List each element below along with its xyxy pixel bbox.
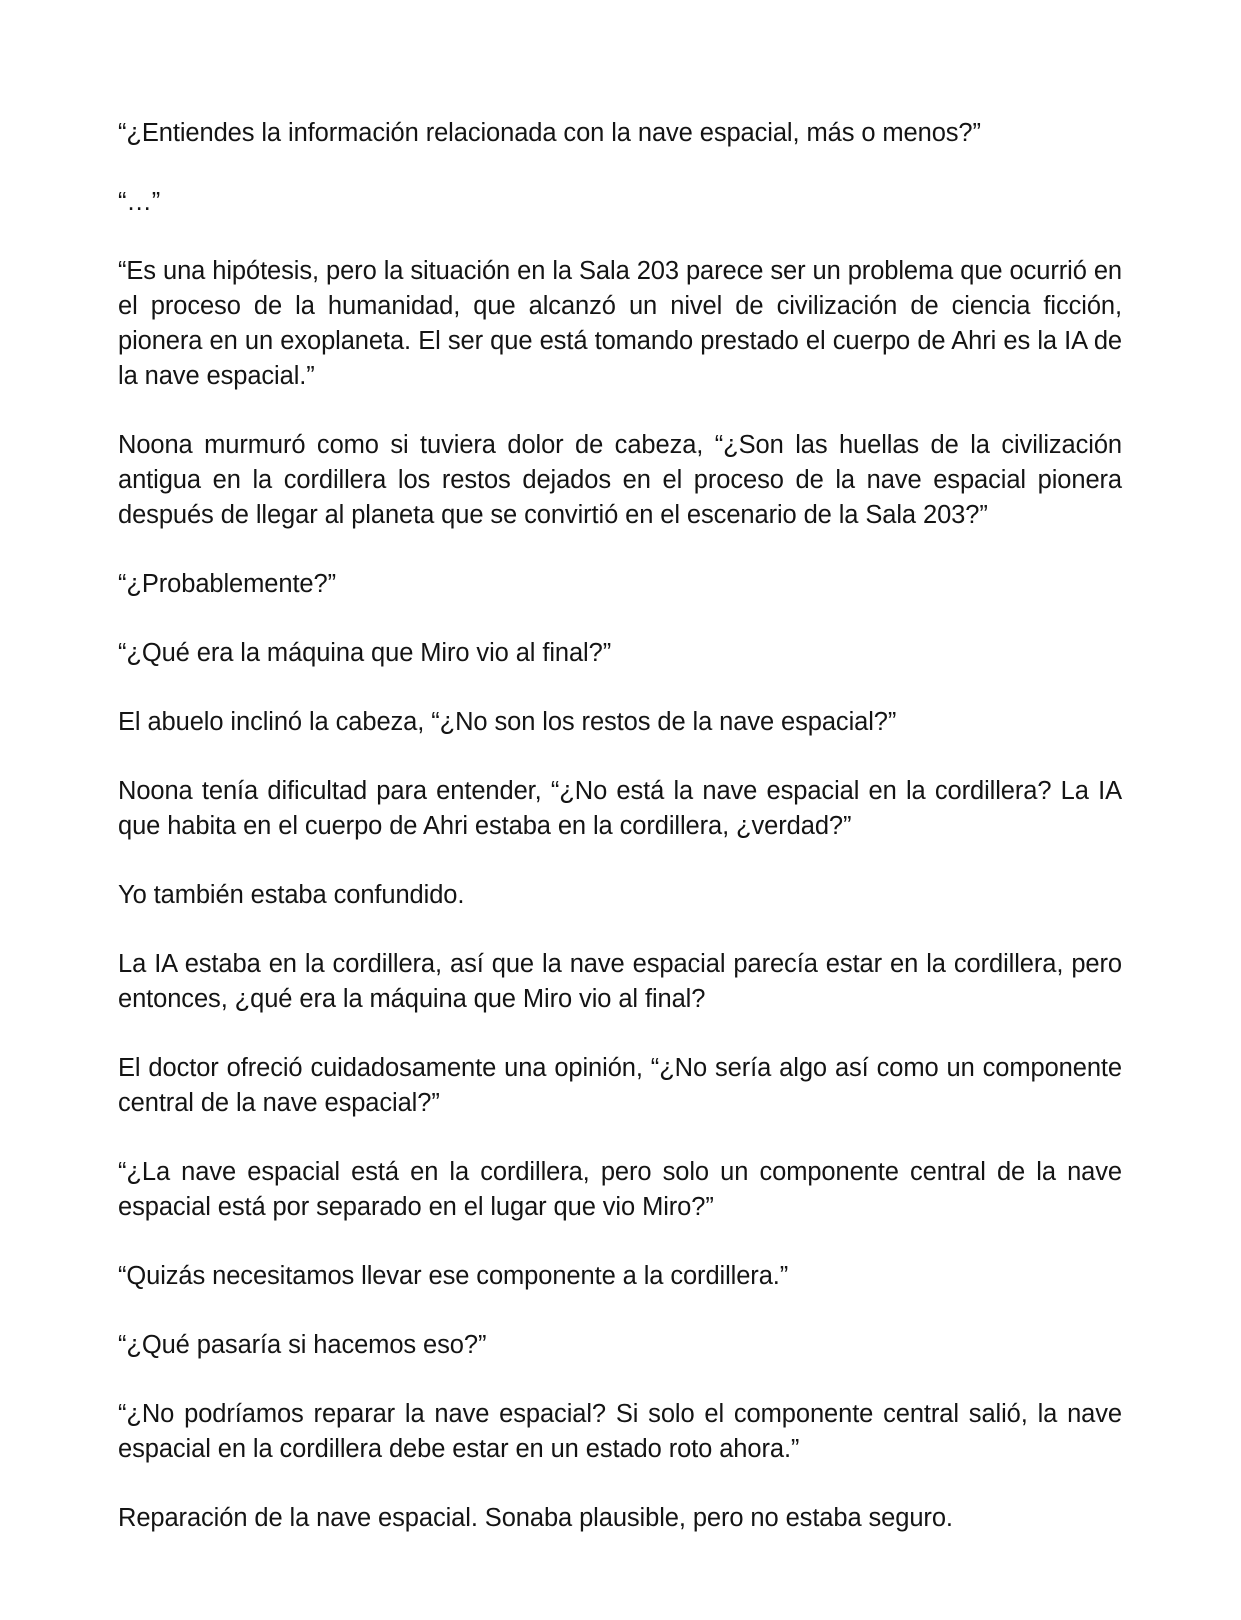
paragraph-5: “¿Probablemente?” [118,570,336,598]
paragraph-4: Noona murmuró como si tuviera dolor de cabeza, “¿Son las huellas de la civilización antigua en la cordillera los restos dejados en el proceso de la nave espacial pionera después de llegar al planeta que se convirtió en el escenario de la Sala 203?” [118,431,1122,529]
paragraph-15: “¿No podríamos reparar la nave espacial? Si solo el componente central salió, la nave espacial en la cordillera debe estar en un estado roto ahora.” [118,1400,1122,1463]
paragraph-7: El abuelo inclinó la cabeza, “¿No son los restos de la nave espacial?” [118,708,897,736]
paragraph-8: Noona tenía dificultad para entender, “¿No está la nave espacial en la cordillera? La IA que habita en el cuerpo de Ahri estaba en la cordillera, ¿verdad?” [118,777,1122,840]
paragraph-1: “¿Entiendes la información relacionada con la nave espacial, más o menos?” [118,119,981,147]
paragraph-3: “Es una hipótesis, pero la situación en la Sala 203 parece ser un problema que ocurrió en el proceso de la humanidad, que alcanzó un nivel de civilización de ciencia ficción, pionera en un exoplaneta. El ser que está tomando prestado el cuerpo de Ahri es la IA de la nave espacial.” [118,257,1122,390]
paragraph-13: “Quizás necesitamos llevar ese componente a la cordillera.” [118,1262,789,1290]
paragraph-11: El doctor ofreció cuidadosamente una opinión, “¿No sería algo así como un componente central de la nave espacial?” [118,1054,1122,1117]
paragraph-12: “¿La nave espacial está en la cordillera, pero solo un componente central de la nave espacial está por separado en el lugar que vio Miro?” [118,1158,1122,1221]
paragraph-10: La IA estaba en la cordillera, así que la nave espacial parecía estar en la cordillera, pero entonces, ¿qué era la máquina que Miro vio al final? [118,950,1122,1013]
paragraph-6: “¿Qué era la máquina que Miro vio al final?” [118,639,612,667]
paragraph-9: Yo también estaba confundido. [118,881,465,909]
paragraph-2: “…” [118,188,161,216]
document-body [118,116,1122,1570]
paragraph-14: “¿Qué pasaría si hacemos eso?” [118,1331,487,1359]
paragraph-16: Reparación de la nave espacial. Sonaba plausible, pero no estaba seguro. [118,1504,953,1532]
